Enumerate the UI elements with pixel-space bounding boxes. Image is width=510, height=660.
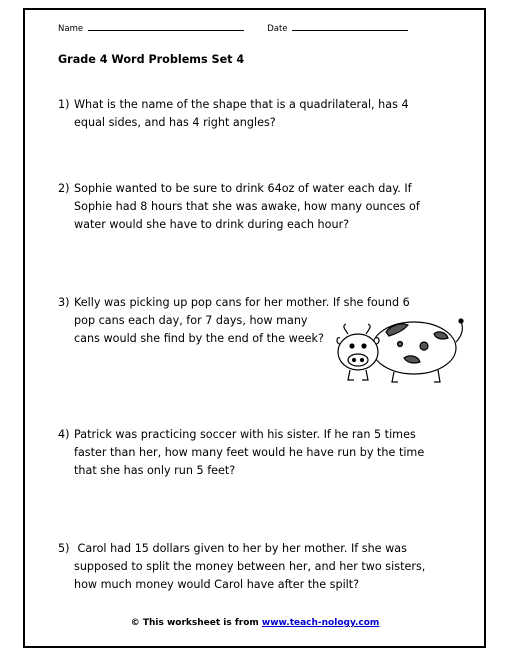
question-line: Kelly was picking up pop cans for her mother. If she found 6 — [74, 296, 410, 309]
name-label: Name — [58, 24, 84, 34]
footer-prefix: © This worksheet is from — [130, 618, 262, 628]
date-field[interactable] — [292, 22, 408, 31]
question-line: faster than her, how many feet would he have run by the time — [74, 446, 425, 459]
question-number: 1) — [58, 98, 70, 111]
worksheet-title: Grade 4 Word Problems Set 4 — [58, 53, 245, 66]
question-line: equal sides, and has 4 right angles? — [74, 116, 276, 129]
question-number: 2) — [58, 182, 70, 195]
question-line: water would she have to drink during each hour? — [74, 218, 350, 231]
question-line: cans would she find by the end of the week? — [74, 332, 324, 345]
question-line: Sophie had 8 hours that she was awake, how many ounces of — [74, 200, 420, 213]
question-number: 5) — [58, 542, 70, 555]
question-line: Sophie wanted to be sure to drink 64oz of water each day. If — [74, 182, 412, 195]
question-5 — [58, 540, 478, 594]
name-field[interactable] — [88, 22, 244, 31]
question-line: pop cans each day, for 7 days, how many — [74, 314, 308, 327]
question-2 — [58, 180, 478, 234]
question-line: What is the name of the shape that is a quadrilateral, has 4 — [74, 98, 409, 111]
cow-illustration — [334, 314, 474, 386]
date-label: Date — [267, 24, 288, 34]
name-date-header — [58, 22, 408, 34]
question-1 — [58, 96, 478, 132]
question-number: 3) — [58, 296, 70, 309]
question-line: that she has only run 5 feet? — [74, 464, 236, 477]
question-line: how much money would Carol have after the spilt? — [74, 578, 360, 591]
question-line: Patrick was practicing soccer with his sister. If he ran 5 times — [74, 428, 416, 441]
question-line: supposed to split the money between her, and her two sisters, — [74, 560, 426, 573]
footer-credit — [0, 618, 510, 628]
question-4 — [58, 426, 478, 480]
question-line: Carol had 15 dollars given to her by her mother. If she was — [74, 542, 407, 555]
footer-link[interactable]: www.teach-nology.com — [261, 618, 380, 628]
question-number: 4) — [58, 428, 70, 441]
